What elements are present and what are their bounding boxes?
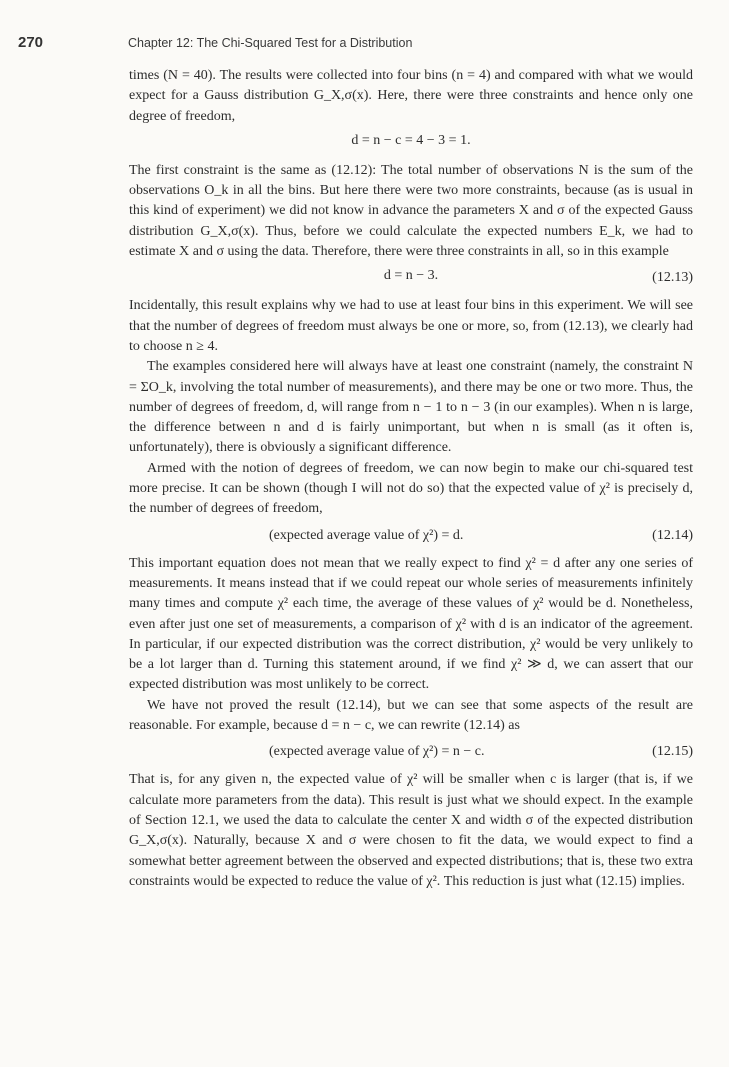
equation-expression: d = n − c = 4 − 3 = 1.: [351, 132, 471, 148]
equation-12-13: [129, 266, 693, 290]
paragraph: Incidentally, this result explains why we had to use at least four bins in this experiment. We will see that the number of degrees of freedom must always be one or more, so, from (12.13), we clearly had to choose n ≥ 4.: [129, 298, 693, 354]
paragraph: The first constraint is the same as (12.12): The total number of observations N is the sum of the observations O_k in all the bins. But here there were two more constraints, because (as is usual in this kind of experiment) we did not know in advance the parameters X and σ of the expected Gauss distribution G_X,σ(x). Thus, before we could calculate the expected numbers E_k, we had to estimate X and σ using the data. Therefore, there were three constraints in all, so in this example: [129, 162, 693, 260]
equation-expression: (expected average value of χ²) = n − c.: [269, 744, 485, 760]
equation-expression: d = n − 3.: [383, 268, 439, 284]
paragraph: times (N = 40). The results were collected into four bins (n = 4) and compared with what we would expect for a Gauss distribution G_X,σ(x). Here, there were three constraints and hence only one degree of freedom,: [129, 68, 693, 124]
paragraph: This important equation does not mean that we really expect to find χ² = d after any one series of measurements. It means instead that if we could repeat our whole series of measurements infinitely many times and compute χ² each time, the average of these values of χ² would be d. Nonetheless, even after just one set of measurements, a comparison of χ² with d is an indicator of the agreement. In particular, if our expected distribution was the correct distribution, χ² would be very unlikely to be a lot larger than d. Turning this statement around, if we find χ² ≫ d, we can assert that our expected distribution was most unlikely to be correct.: [129, 555, 693, 693]
page-number: 270: [18, 34, 44, 51]
paragraph: That is, for any given n, the expected value of χ² will be smaller when c is larger (that is, if we calculate more parameters from the data). This result is just what we should expect. In the example of Section 12.1, we used the data to calculate the center X and width σ of the expected distribution G_X,σ(x). Naturally, because X and σ were chosen to fit the data, we would expect to find a somewhat better agreement between the observed and expected distributions; that is, these two extra constraints would be expected to reduce the value of χ². This reduction is just what (12.15) implies.: [129, 772, 693, 889]
running-header: [18, 34, 689, 56]
chapter-title: Chapter 12: The Chi-Squared Test for a Distribution: [128, 36, 413, 50]
paragraph: We have not proved the result (12.14), but we can see that some aspects of the result are reasonable. For example, because d = n − c, we can rewrite (12.14) as: [129, 697, 693, 734]
equation-expression: (expected average value of χ²) = d.: [269, 527, 464, 543]
equation-number: (12.14): [652, 527, 693, 543]
paragraph: Armed with the notion of degrees of freedom, we can now begin to make our chi-squared test more precise. It can be shown (though I will not do so) that the expected value of χ² is precisely d, the number of degrees of freedom,: [129, 460, 693, 517]
paragraph: The examples considered here will always have at least one constraint (namely, the constraint N = ΣO_k, involving the total number of measurements), and there may be one or two more. Thus, the number of degrees of freedom, d, will range from n − 1 to n − 3 (in our examples). When n is large, the difference between n and d is fairly unimportant, but when n is small (as it often is, unfortunately), there is obviously a significant difference.: [129, 359, 693, 456]
body-text: [129, 66, 693, 892]
equation-number: (12.13): [652, 270, 693, 286]
equation-12-14: [129, 524, 693, 548]
equation-degrees-freedom-example: [129, 131, 693, 155]
equation-12-15: [129, 740, 693, 764]
equation-number: (12.15): [652, 744, 693, 760]
